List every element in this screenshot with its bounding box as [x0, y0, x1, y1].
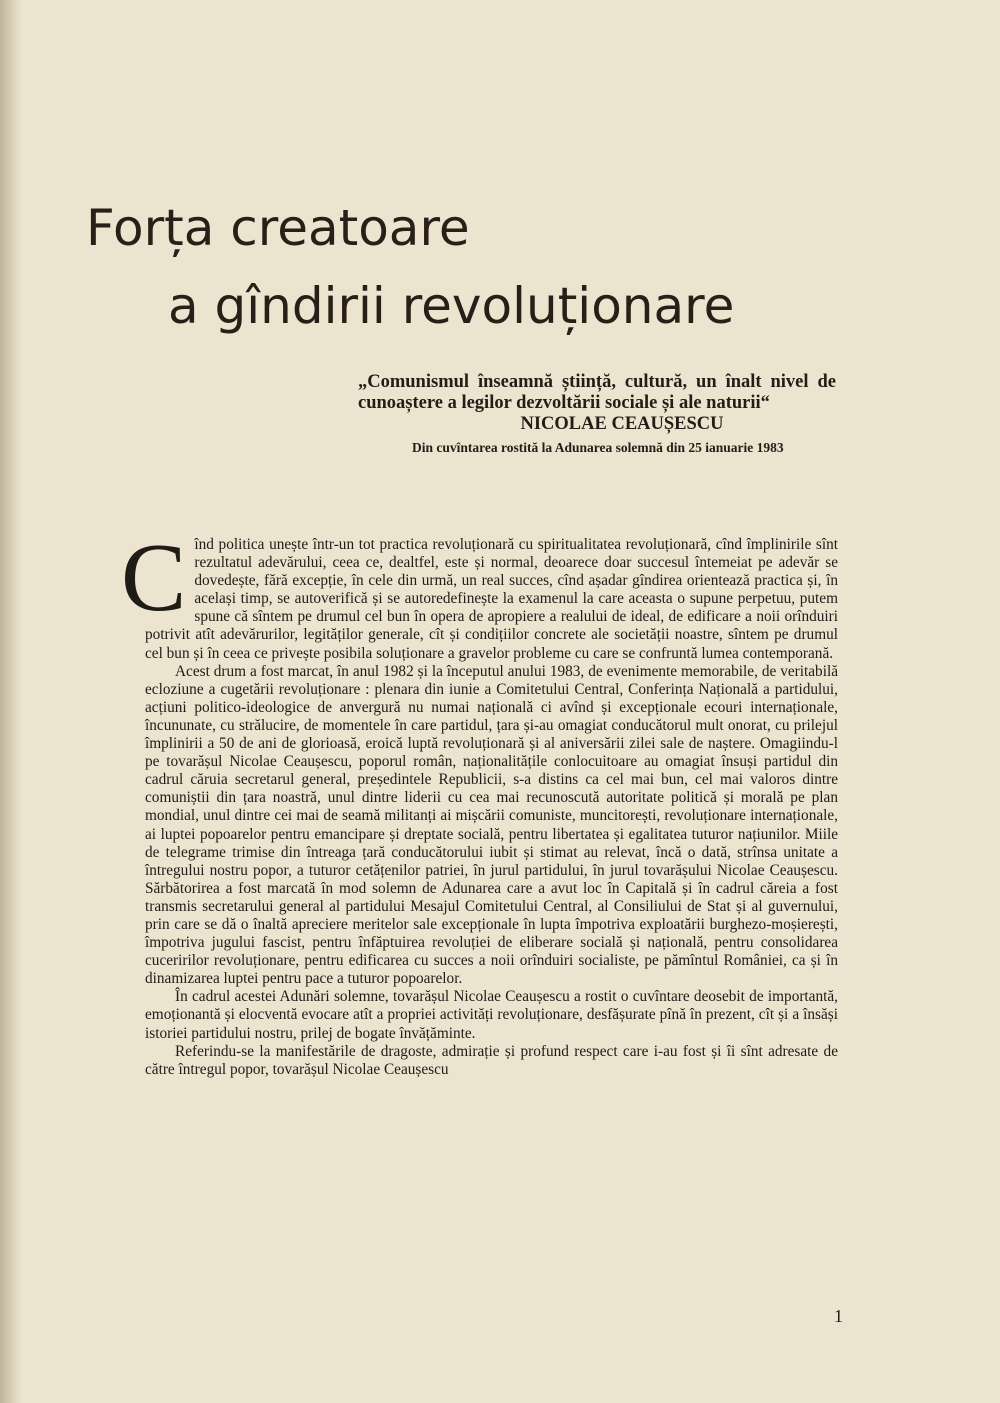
epigraph-quote: „Comunismul înseamnă știință, cultură, un înalt nivel de cunoaștere a legilor dezvoltării sociale și ale naturii“ — [358, 372, 836, 413]
epigraph-source: Din cuvîntarea rostită la Adunarea solemnă din 25 ianuarie 1983 — [412, 440, 784, 455]
paragraph-3: În cadrul acestei Adunări solemne, tovarășul Nicolae Ceaușescu a rostit o cuvîntare deosebit de importantă, emoționantă și elocventă evocare atît a propriei activități revoluționare, desfășurate pînă în prezent, cît și a însăși istoriei partidului nostru, prilej de bogate învățăminte. — [145, 988, 838, 1042]
page-binding-edge — [0, 0, 22, 1403]
title-line-1: Forța creatoare — [86, 199, 470, 258]
epigraph-author: NICOLAE CEAUȘESCU — [520, 414, 724, 434]
title-line-2: a gîndirii revoluționare — [168, 277, 735, 336]
paragraph-1-text: înd politica unește într-un tot practica revoluționară cu spiritualitatea revoluționară, cînd împlinirile sînt rezultatul adevărului, ceea ce, dealtfel, este și normal, deoarece doar succesul întemeiat pe adevăr se dovedește, fără excepție, în cele din urmă, un real succes, cînd așadar gîndirea orientează practica și, în același timp, se autoverifică și se autoredefinește la examenul la care aceasta o supune perpetuu, putem spune că sîntem pe drumul cel bun în opera de apropiere a realului de ideal, de edificare a noii orînduiri potrivit atît adevărurilor, legităților generale, cît și condițiilor concrete ale societății noastre, sîntem pe drumul cel bun și în ceea ce privește posibila soluționare a gravelor probleme cu care se confruntă lumea contemporană. — [145, 536, 838, 662]
paragraph-4: Referindu-se la manifestările de dragoste, admirație și profund respect care i-au fost și îi sînt adresate de către întregul popor, tovarășul Nicolae Ceaușescu — [145, 1042, 838, 1078]
epigraph — [358, 372, 836, 458]
drop-cap: C — [121, 524, 187, 632]
paragraph-2: Acest drum a fost marcat, în anul 1982 și la începutul anului 1983, de evenimente memorabile, de veritabilă ecloziune a cugetării revoluționare : plenara din iunie a Comitetului Central, Conferința Națională a partidului, acțiuni politico-ideologice de anvergură nu numai națională ci avînd și excepționale ecouri internaționale, încununate, cu strălucire, de momentele în care partidul, țara și-au omagiat conducătorul mult onorat, cu prilejul împlinirii a 50 de ani de glorioasă, eroică luptă revoluționară și al aniversării zilei sale de naștere. Omagiindu-l pe tovarășul Nicolae Ceaușescu, poporul român, naționalitățile conlocuitoare au omagiat însuși partidul din cadrul căruia secretarul general, președintele Republicii, s-a distins ca cel mai bun, cel mai valoros dintre comuniștii din țara noastră, unul dintre liderii cu cea mai recunoscută autoritate politică și morală pe plan mondial, unul dintre cei mai de seamă militanți ai mișcării comuniste, muncitorești, revoluționare internaționale, ai luptei popoarelor pentru emancipare și dreptate socială, pentru libertatea și egalitatea tuturor națiunilor. Miile de telegrame trimise din întreaga țară conducătorului iubit și stimat au relevat, încă o dată, strînsa unitate a întregului nostru popor, a tuturor cetățenilor patriei, în jurul partidului, în jurul tovarășului Nicolae Ceaușescu. Sărbătorirea a fost marcată în mod solemn de Adunarea care a avut loc în Capitală și în cadrul căreia a fost transmis secretarului general al partidului Mesajul Comitetului Central, al Consiliului de Stat și al guvernului, prin care se dă o înaltă apreciere meritelor sale excepționale în lupta împotriva exploatării burghezo-moșierești, împotriva jugului fascist, pentru înfăptuirea revoluției de eliberare socială și națională, pentru consolidarea cuceririlor revoluționare, pentru edificarea cu succes a noii orînduiri socialiste, pe pămîntul României, ca și în dinamizarea luptei pentru pace a tuturor popoarelor. — [145, 662, 838, 988]
article-body — [121, 524, 838, 1079]
paragraph-1 — [121, 524, 838, 663]
page-number: 1 — [834, 1306, 843, 1326]
